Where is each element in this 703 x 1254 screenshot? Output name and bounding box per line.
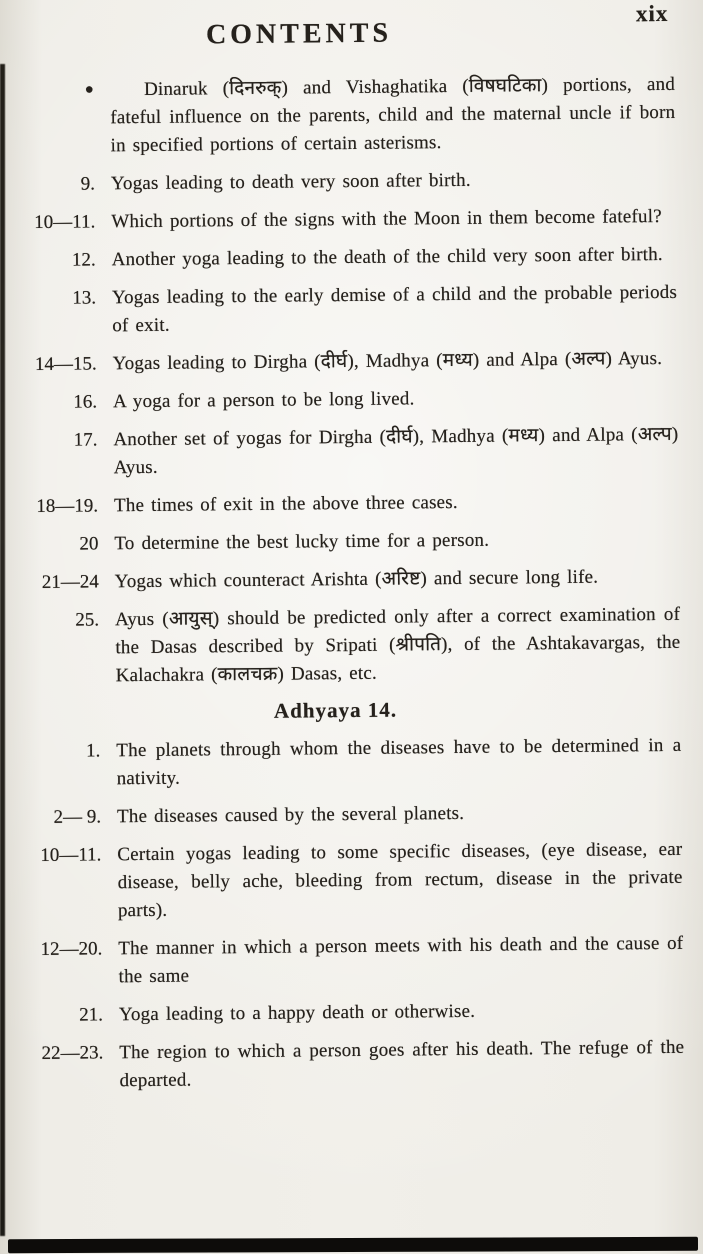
entry-text: Which portions of the signs with the Moon in them become fateful? [111, 206, 662, 233]
entry-text: Yogas leading to Dirgha (दीर्घ), Madhya (मध्य) and Alpa (अल्प) Ayus. [112, 348, 663, 375]
entry-text: Dinaruk (दिनरुक्) and Vishaghatika (विषघटिका) portions, and fateful influence on the parents, child and the maternal uncle if born in specified portions of certain asterisms. [110, 73, 676, 157]
page-header [0, 0, 699, 77]
entry-number: 22—23. [41, 1042, 104, 1065]
toc-entry [3, 383, 682, 418]
toc-entry [6, 732, 686, 795]
entry-number: 14—15. [34, 353, 97, 376]
entry-number: 12—20. [40, 938, 103, 961]
toc-entry [8, 930, 688, 993]
entry-text: Yogas leading to death very soon after birth. [110, 169, 471, 195]
scan-artifact-bottom-bar [8, 1237, 698, 1253]
entry-number: 21. [79, 1004, 104, 1026]
entry-text: Certain yogas leading to some specific diseases, (eye disease, ear disease, belly ache, bleeding from rectum, disease in the private parts). [117, 838, 683, 922]
toc-entry [3, 345, 682, 380]
entry-text: Another yoga leading to the death of the child very soon after birth. [111, 244, 663, 271]
toc-entry [1, 203, 680, 238]
entry-number: 13. [72, 287, 97, 309]
entry-text: The manner in which a person meets with his death and the cause of the same [118, 932, 684, 988]
entry-text: To determine the best lucky time for a person. [114, 529, 490, 555]
toc-entry [0, 71, 680, 162]
entry-text: The diseases caused by the several planets. [116, 802, 465, 828]
entry-number: 18—19. [36, 495, 99, 518]
entry-number: 20 [79, 533, 99, 555]
entry-text: Yogas leading to the early demise of a child and the probable periods of exit. [111, 281, 678, 337]
page-title: CONTENTS [205, 17, 393, 51]
page-number: xix [635, 0, 669, 27]
scan-artifact-left-edge [0, 64, 5, 1236]
toc-entry [7, 798, 686, 833]
toc-entry [3, 421, 683, 484]
section-heading: Adhyaya 14. [273, 697, 398, 723]
entry-text: The times of exit in the above three cases. [113, 491, 458, 517]
toc-entry [7, 836, 687, 927]
entry-text: Ayus (आयुस्) should be predicted only after a correct examination of the Dasas described by Sripati (श्रीपति), of the Ashtakavargas, the Kalachakra (कालचक्र) Dasas, etc. [115, 603, 681, 687]
entry-text: Yogas which counteract Arishta (अरिष्ट) and secure long life. [114, 566, 599, 593]
entry-text: A yoga for a person to be long lived. [112, 388, 415, 413]
toc-entry [5, 601, 685, 692]
entry-text: Yoga leading to a happy death or otherwise. [118, 1000, 476, 1026]
toc-section-1 [0, 71, 703, 692]
entry-text: The region to which a person goes after his death. The refuge of the departed. [119, 1036, 685, 1092]
entry-number: 25. [75, 609, 100, 631]
entry-number: 1. [86, 740, 101, 762]
entry-number: 17. [73, 429, 98, 451]
toc-entry [2, 241, 681, 276]
entry-number: 16. [73, 391, 98, 413]
entry-number: 9. [80, 173, 96, 195]
toc-entry [2, 279, 682, 342]
toc-entry [9, 1034, 689, 1097]
toc-entry [5, 563, 684, 598]
toc-section-2 [2, 732, 703, 1097]
entry-number: 12. [71, 249, 96, 271]
entry-number: 21—24 [41, 571, 99, 593]
entry-number: 2— 9. [53, 806, 102, 828]
entry-text: The planets through whom the diseases have to be determined in a nativity. [116, 734, 682, 790]
entry-text: Another set of yogas for Dirgha (दीर्घ), Madhya (मध्य) and Alpa (अल्प) Ayus. [113, 423, 679, 479]
toc-entry [1, 165, 680, 200]
toc-entry [4, 487, 683, 522]
toc-entry [4, 525, 683, 560]
toc-entry [9, 996, 688, 1031]
entry-number: • [84, 74, 95, 105]
entry-number: 10—11. [34, 211, 96, 234]
entry-number: 10—11. [40, 844, 102, 867]
